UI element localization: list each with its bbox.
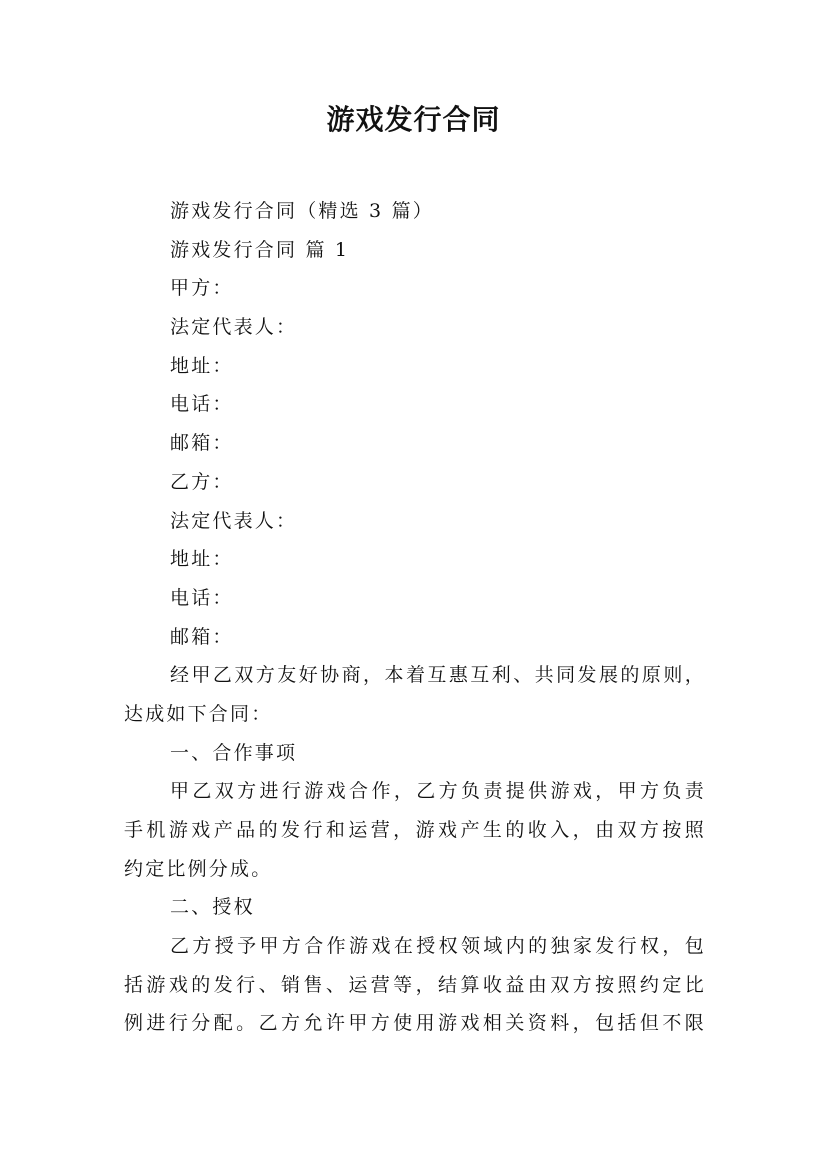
section-2-paragraph-line: 例进行分配。乙方允许甲方使用游戏相关资料，包括但不限	[124, 1012, 706, 1035]
party-a-phone-label: 电话：	[170, 393, 234, 416]
intro-paragraph-line: 达成如下合同：	[124, 702, 273, 725]
chapter-heading: 游戏发行合同 篇 1	[170, 238, 350, 261]
party-a-label: 甲方：	[170, 277, 234, 300]
document-title: 游戏发行合同	[326, 103, 501, 136]
section-2-heading: 二、授权	[170, 896, 255, 919]
party-a-representative-label: 法定代表人：	[170, 316, 298, 339]
party-a-address-label: 地址：	[170, 354, 234, 377]
section-2-paragraph-line: 括游戏的发行、销售、运营等，结算收益由双方按照约定比	[124, 973, 706, 996]
party-b-representative-label: 法定代表人：	[170, 509, 298, 532]
section-1-paragraph-line: 约定比例分成。	[124, 857, 273, 880]
section-2-paragraph-line: 乙方授予甲方合作游戏在授权领域内的独家发行权，包	[170, 935, 706, 958]
party-a-email-label: 邮箱：	[170, 432, 234, 455]
section-1-heading: 一、合作事项	[170, 741, 298, 764]
party-b-email-label: 邮箱：	[170, 625, 234, 648]
section-1-paragraph-line: 甲乙双方进行游戏合作，乙方负责提供游戏，甲方负责	[170, 780, 706, 803]
party-b-phone-label: 电话：	[170, 586, 234, 609]
party-b-label: 乙方：	[170, 470, 234, 493]
party-b-address-label: 地址：	[170, 548, 234, 571]
subtitle-line: 游戏发行合同（精选 3 篇）	[170, 200, 434, 222]
intro-paragraph-line: 经甲乙双方友好协商，本着互惠互利、共同发展的原则，	[170, 664, 706, 687]
document-body	[124, 192, 706, 1043]
section-1-paragraph-line: 手机游戏产品的发行和运营，游戏产生的收入，由双方按照	[124, 819, 706, 841]
